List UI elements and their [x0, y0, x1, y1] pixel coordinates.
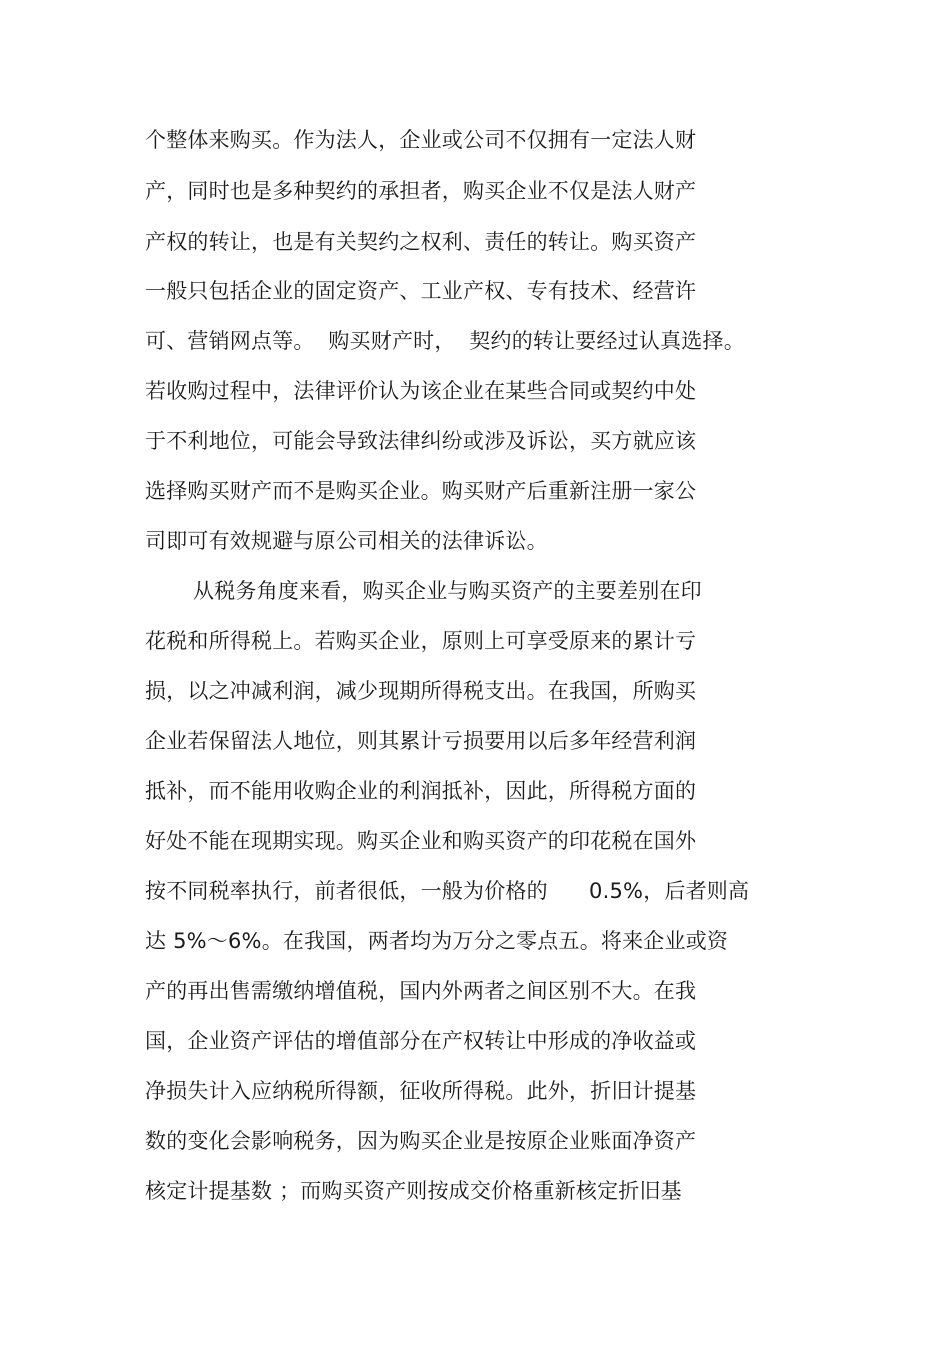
- text-line: 个整体来购买。作为法人，企业或公司不仅拥有一定法人财: [145, 128, 697, 152]
- text-line: 选择购买财产而不是购买企业。购买财产后重新注册一家公: [145, 479, 697, 503]
- text-line: 按不同税率执行，前者很低，一般为价格的 0.5%，后者则高: [145, 879, 750, 903]
- paragraph-first-line: 从税务角度来看，购买企业与购买资产的主要差别在印: [193, 579, 702, 603]
- text-line: 若收购过程中，法律评价认为该企业在某些合同或契约中处: [145, 379, 697, 403]
- text-line: 于不利地位，可能会导致法律纠纷或涉及诉讼，买方就应该: [145, 429, 697, 453]
- text-line: 达 5%～6%。在我国，两者均为万分之零点五。将来企业或资: [145, 929, 729, 953]
- text-line: 一般只包括企业的固定资产、工业产权、专有技术、经营许: [145, 279, 697, 303]
- text-line: 司即可有效规避与原公司相关的法律诉讼。: [145, 529, 548, 553]
- text-line: 损，以之冲减利润，减少现期所得税支出。在我国，所购买: [145, 679, 697, 703]
- text-line: 国，企业资产评估的增值部分在产权转让中形成的净收益或: [145, 1029, 697, 1053]
- text-line: 企业若保留法人地位，则其累计亏损要用以后多年经营利润: [145, 729, 697, 753]
- text-line: 产的再出售需缴纳增值税，国内外两者之间区别不大。在我: [145, 979, 697, 1003]
- text-line: 好处不能在现期实现。购买企业和购买资产的印花税在国外: [145, 829, 697, 853]
- text-line: 可、营销网点等。 购买财产时， 契约的转让要经过认真选择。: [145, 329, 745, 353]
- text-line: 核定计提基数 ；而购买资产则按成交价格重新核定折旧基: [145, 1179, 682, 1203]
- text-line: 数的变化会影响税务，因为购买企业是按原企业账面净资产: [145, 1129, 697, 1153]
- text-line: 产，同时也是多种契约的承担者，购买企业不仅是法人财产: [145, 179, 697, 203]
- text-line: 产权的转让，也是有关契约之权利、责任的转让。购买资产: [145, 230, 697, 254]
- text-line: 花税和所得税上。若购买企业，原则上可享受原来的累计亏: [145, 629, 697, 653]
- text-line: 净损失计入应纳税所得额，征收所得税。此外，折旧计提基: [145, 1079, 697, 1103]
- text-line: 抵补，而不能用收购企业的利润抵补，因此，所得税方面的: [145, 779, 697, 803]
